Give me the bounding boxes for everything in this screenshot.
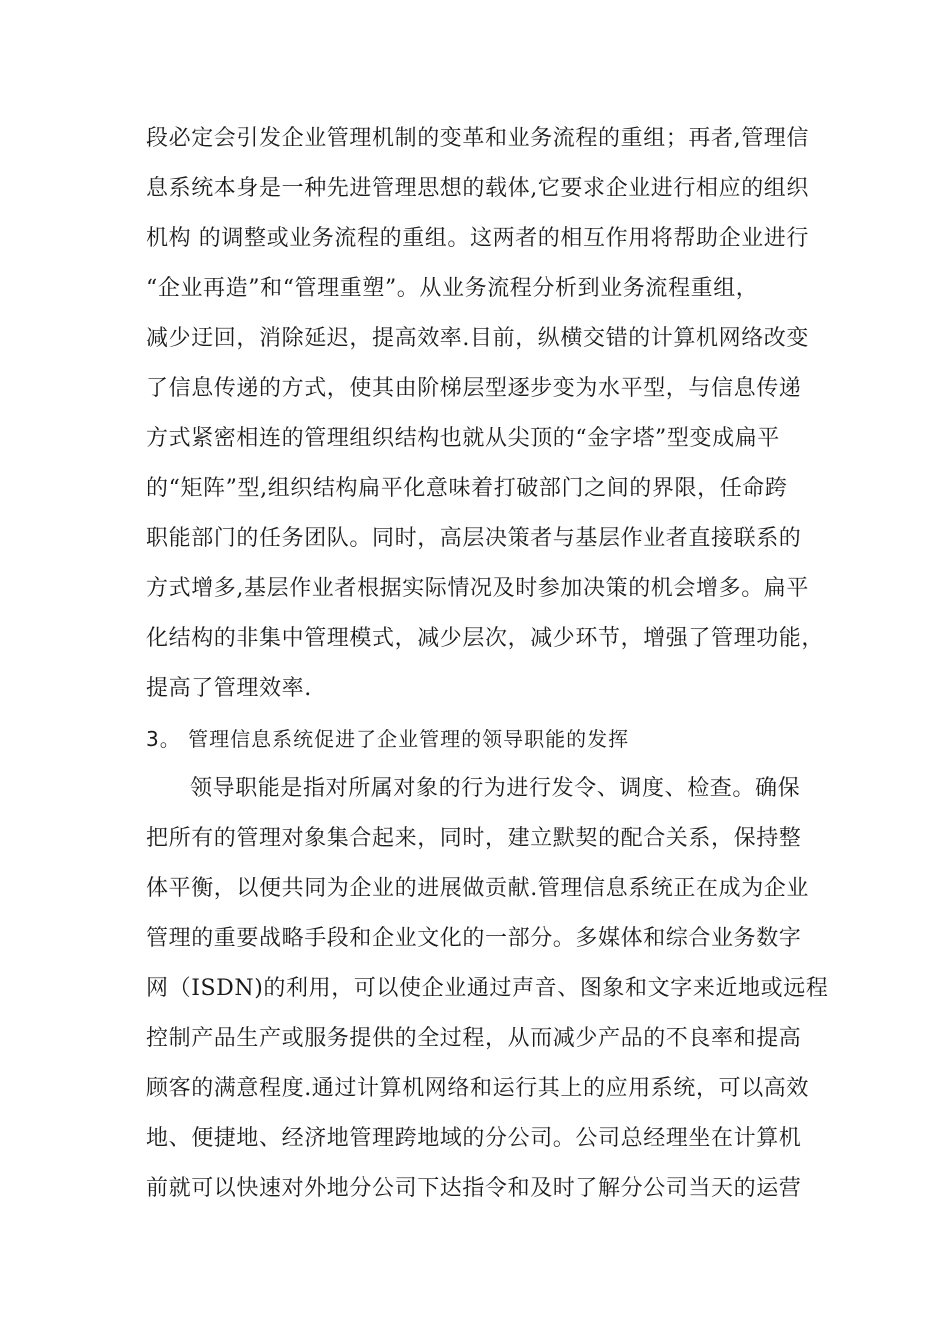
- paragraph-line: 的“矩阵”型,组织结构扁平化意味着打破部门之间的界限，任命跨: [146, 476, 788, 501]
- paragraph-line: 提高了管理效率.: [146, 676, 312, 701]
- paragraph-line: 方式紧密相连的管理组织结构也就从尖顶的“金字塔”型变成扁平: [146, 426, 780, 451]
- paragraph-line: 控制产品生产或服务提供的全过程，从而减少产品的不良率和提高: [146, 1026, 802, 1051]
- paragraph-line: 地、便捷地、经济地管理跨地域的分公司。公司总经理坐在计算机: [146, 1126, 802, 1151]
- paragraph-line: 化结构的非集中管理模式，减少层次，减少环节，增强了管理功能，: [146, 626, 825, 651]
- paragraph-line: 顾客的满意程度.通过计算机网络和运行其上的应用系统，可以高效: [146, 1076, 809, 1101]
- paragraph-line: 前就可以快速对外地分公司下达指令和及时了解分公司当天的运营: [146, 1176, 802, 1201]
- paragraph-line: 领导职能是指对所属对象的行为进行发令、调度、检查。确保: [190, 776, 801, 801]
- paragraph-line: 把所有的管理对象集合起来，同时，建立默契的配合关系，保持整: [146, 826, 802, 851]
- paragraph-line: 管理的重要战略手段和企业文化的一部分。多媒体和综合业务数字: [146, 926, 802, 951]
- paragraph-line: 职能部门的任务团队。同时，高层决策者与基层作业者直接联系的: [146, 526, 802, 551]
- paragraph-line: 减少迂回，消除延迟，提高效率.目前，纵横交错的计算机网络改变: [146, 326, 809, 351]
- paragraph-line: 方式增多,基层作业者根据实际情况及时参加决策的机会增多。扁平: [146, 576, 809, 601]
- paragraph-line: 了信息传递的方式，使其由阶梯层型逐步变为水平型，与信息传递: [146, 376, 802, 401]
- paragraph-line: 机构 的调整或业务流程的重组。这两者的相互作用将帮助企业进行: [146, 226, 809, 251]
- paragraph-line: 网（ISDN)的利用，可以使企业通过声音、图象和文字来近地或远程: [146, 976, 829, 1001]
- paragraph-line: 段必定会引发企业管理机制的变革和业务流程的重组；再者,管理信: [146, 126, 809, 151]
- section-heading: 3。 管理信息系统促进了企业管理的领导职能的发挥: [146, 727, 630, 751]
- paragraph-line: “企业再造”和“管理重塑”。从业务流程分析到业务流程重组，: [146, 276, 759, 301]
- paragraph-line: 息系统本身是一种先进管理思想的载体,它要求企业进行相应的组织: [146, 176, 809, 201]
- paragraph-line: 体平衡，以便共同为企业的进展做贡献.管理信息系统正在成为企业: [146, 876, 809, 901]
